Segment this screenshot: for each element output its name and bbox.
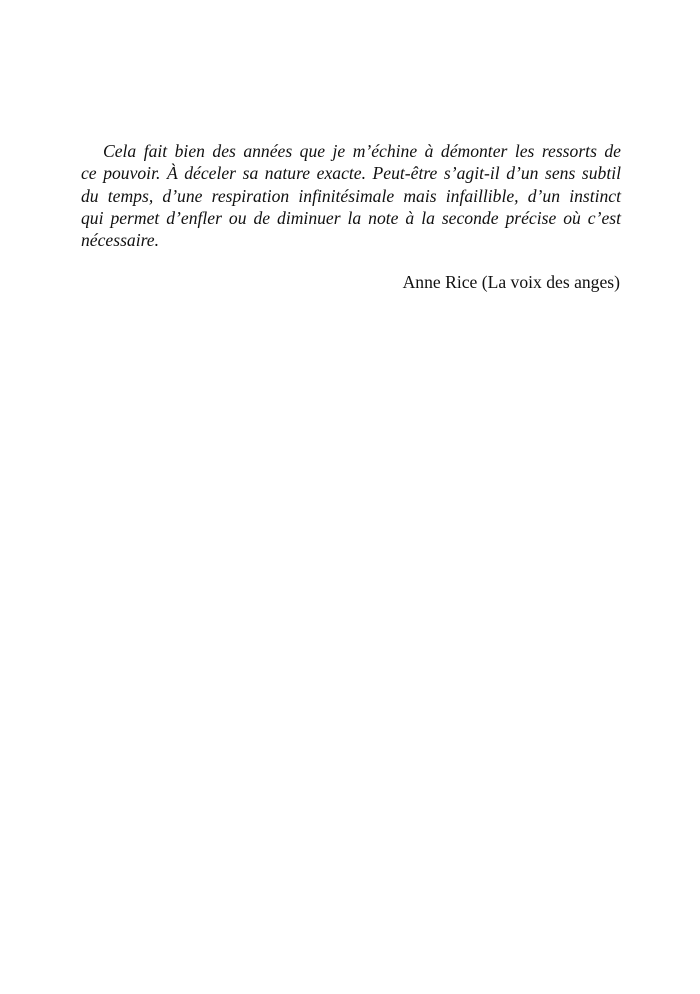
quote-paragraph	[81, 140, 621, 251]
quote-line: du temps, d’une respiration infinitésimale mais infaillible, d’un instinct	[81, 185, 621, 206]
quote-line: qui permet d’enfler ou de diminuer la note à la seconde précise où c’est	[81, 207, 621, 228]
quote-line: Cela fait bien des années que je m’échine à démonter les ressorts de	[103, 141, 621, 161]
quote-line: ce pouvoir. À déceler sa nature exacte. Peut-être s’agit-il d’un sens subtil	[81, 163, 621, 184]
quote-attribution: Anne Rice (La voix des anges)	[402, 272, 620, 292]
quote-line: nécessaire.	[81, 230, 160, 251]
